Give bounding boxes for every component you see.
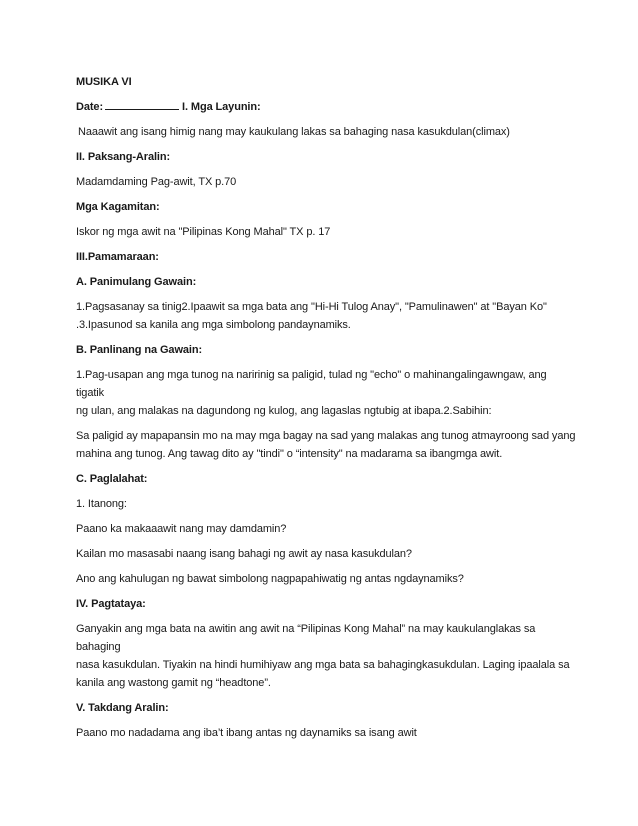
section-b-p1-line-1: 1.Pag-usapan ang mga tunog na naririnig sa paligid, tulad ng "echo" o mahinangalingawngaw, ang tigatik [76,369,547,399]
section-b-paragraph-2 [76,427,576,463]
section-c-item: 1. Itanong: [76,498,127,510]
materials-heading: Mga Kagamitan: [76,201,160,213]
date-objectives-line [76,98,576,116]
section-b-p2-line-1: Sa paligid ay mapapansin mo na may mga bagay na sad yang malakas ang tunog atmayroong sad yang [76,430,576,442]
procedure-heading: III.Pamamaraan: [76,251,159,263]
subject-text: Madamdaming Pag-awit, TX p.70 [76,176,237,188]
section-c-question-3: Ano ang kahulugan ng bawat simbolong nagpapahiwatig ng antas ngdaynamiks? [76,573,464,585]
section-iv-line-1: Ganyakin ang mga bata na awitin ang awit na “Pilipinas Kong Mahal” na may kaukulanglakas sa bahaging [76,623,536,653]
section-iv-text [76,620,576,692]
materials-text: Iskor ng mga awit na "Pilipinas Kong Mahal" TX p. 17 [76,226,331,238]
section-a-text [76,298,576,334]
objective-text: Naaawit ang isang himig nang may kaukulang lakas sa bahaging nasa kasukdulan(climax) [78,126,510,138]
section-v-heading: V. Takdang Aralin: [76,702,169,714]
subject-heading: II. Paksang-Aralin: [76,151,171,163]
section-c-heading: C. Paglalahat: [76,473,148,485]
document-title: MUSIKA VI [76,76,132,88]
section-c-question-1: Paano ka makaaawit nang may damdamin? [76,523,287,535]
document-page [76,73,576,749]
section-a-line-1: 1.Pagsasanay sa tinig2.Ipaawit sa mga bata ang "Hi-Hi Tulog Anay", "Pamulinawen" at "Bayan Ko" [76,301,547,313]
section-v-text: Paano mo nadadama ang iba’t ibang antas ng daynamiks sa isang awit [76,727,417,739]
objectives-heading: I. Mga Layunin: [182,101,261,113]
section-b-p1-line-2: ng ulan, ang malakas na dagundong ng kulog, ang lagaslas ngtubig at ibapa.2.Sabihin: [76,405,492,417]
section-iv-line-3: kanila ang wastong gamit ng “headtone”. [76,677,271,689]
date-label: Date: [76,101,104,113]
section-a-line-2: .3.Ipasunod sa kanila ang mga simbolong pandaynamiks. [76,319,351,331]
section-a-heading: A. Panimulang Gawain: [76,276,197,288]
section-c-question-2: Kailan mo masasabi naang isang bahagi ng awit ay nasa kasukdulan? [76,548,412,560]
section-iv-line-2: nasa kasukdulan. Tiyakin na hindi humihiyaw ang mga bata sa bahagingkasukdulan. Laging ipaalala sa [76,659,570,671]
section-b-paragraph-1 [76,366,576,420]
date-blank-line [105,98,179,110]
section-iv-heading: IV. Pagtataya: [76,598,146,610]
section-b-heading: B. Panlinang na Gawain: [76,344,203,356]
section-b-p2-line-2: mahina ang tunog. Ang tawag dito ay "tindi" o “intensity" na madarama sa ibangmga awit. [76,448,503,460]
